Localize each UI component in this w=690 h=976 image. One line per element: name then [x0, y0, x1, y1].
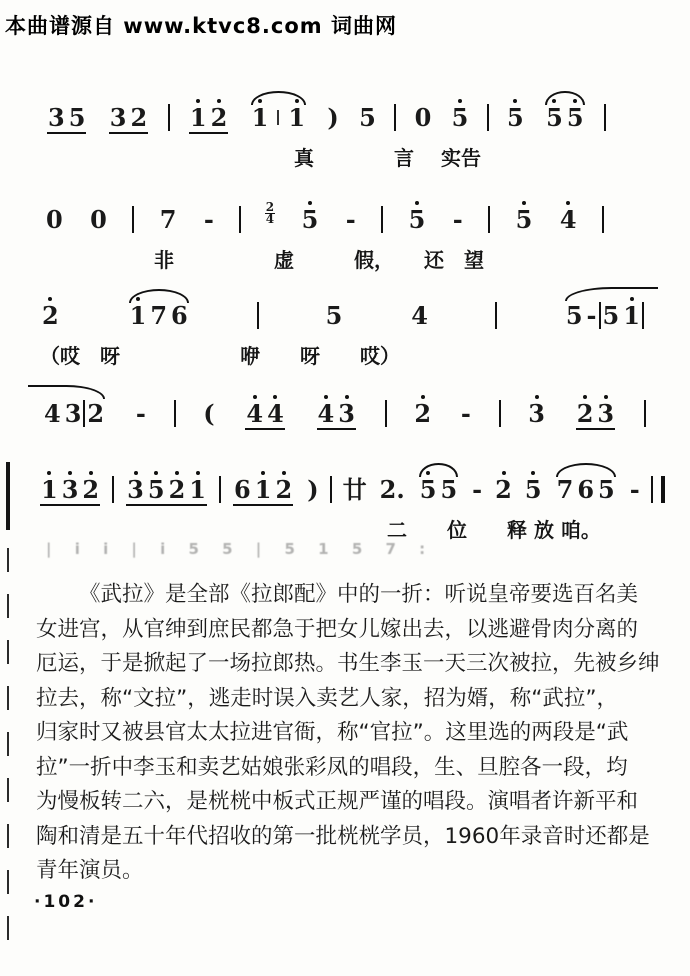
- note: 3: [60, 478, 81, 502]
- octave-dot-above: [47, 471, 51, 475]
- note: 1: [250, 106, 271, 130]
- ts-denominator: 4: [265, 212, 275, 226]
- note: 3: [109, 102, 127, 132]
- note: 0: [46, 204, 63, 234]
- octave-dot-above: [89, 471, 93, 475]
- note: 7: [159, 204, 177, 234]
- notation-row: [40, 302, 646, 329]
- note: 3: [125, 478, 146, 502]
- beam-group: [123, 474, 210, 504]
- note: 1: [128, 304, 149, 328]
- note: 4: [411, 300, 428, 330]
- octave-dot-above: [531, 471, 535, 475]
- note: 2: [167, 478, 188, 502]
- note: 1: [621, 304, 642, 328]
- note: -: [452, 204, 463, 234]
- note: -: [629, 474, 640, 504]
- octave-dot-above: [282, 471, 286, 475]
- notation-row: [44, 104, 606, 131]
- lyrics-line: 二 位 释 放 咱。: [387, 518, 601, 542]
- text-line: 厄运，于是掀起了一场拉郎热。书生李玉一天三次被拉，先被乡绅: [36, 651, 660, 676]
- barline: [488, 206, 490, 233]
- barline: [168, 104, 170, 131]
- octave-dot-above: [513, 99, 517, 103]
- note: ): [307, 474, 319, 504]
- note: 4: [316, 402, 337, 426]
- barline: [112, 476, 114, 503]
- note: 5: [146, 478, 167, 502]
- octave-dot-above: [458, 99, 462, 103]
- slur-group: [416, 474, 461, 504]
- barline: [174, 400, 176, 427]
- note: 5: [407, 208, 428, 232]
- octave-dot-above: [273, 395, 277, 399]
- barline: [239, 206, 241, 233]
- note: 5: [565, 106, 586, 130]
- note: 3: [526, 402, 547, 426]
- note: 2: [493, 478, 514, 502]
- octave-dot-above: [154, 471, 158, 475]
- note: 4: [558, 208, 579, 232]
- text-line: 陶和清是五十年代招收的第一批桄桄学员，1960年录音时还都是: [36, 823, 650, 849]
- note: 5: [418, 478, 439, 502]
- note: 3: [64, 398, 82, 428]
- beam-group: [230, 474, 296, 504]
- note: 5: [300, 208, 321, 232]
- octave-dot-above: [48, 297, 52, 301]
- beam-group: [44, 102, 89, 132]
- note: 5: [68, 102, 86, 132]
- note: 2: [130, 102, 148, 132]
- note: 4: [244, 402, 265, 426]
- music-line-1: [44, 104, 606, 171]
- beam-group: [37, 474, 103, 504]
- note: -: [135, 398, 146, 428]
- note: 1: [39, 478, 60, 502]
- beam-group: [106, 102, 151, 132]
- music-line-2: [44, 200, 604, 273]
- octave-dot-above: [552, 99, 556, 103]
- barline: [644, 400, 646, 427]
- note: 5: [505, 106, 526, 130]
- octave-dot-above: [426, 471, 430, 475]
- note: -: [460, 398, 471, 428]
- page-number: ·102·: [34, 892, 98, 912]
- note: 7: [150, 300, 168, 330]
- octave-dot-above: [258, 99, 262, 103]
- octave-dot-above: [308, 201, 312, 205]
- octave-dot-above: [522, 201, 526, 205]
- time-signature: [265, 202, 275, 225]
- octave-dot-above: [261, 471, 265, 475]
- note: 0: [90, 204, 107, 234]
- note: -: [586, 300, 597, 330]
- octave-dot-above: [68, 471, 72, 475]
- description-paragraph: [36, 578, 666, 889]
- octave-dot-above: [502, 471, 506, 475]
- text-line: 拉去，称“文拉”，逃走时误入卖艺人家，招为婿，称“武拉”，: [36, 685, 619, 711]
- note: 2: [575, 402, 596, 426]
- lyrics-line: 真 言 实告: [294, 146, 481, 170]
- beam-group: [314, 398, 359, 428]
- barline: [257, 302, 259, 329]
- music-line-5: [37, 476, 665, 543]
- note: -: [203, 204, 214, 234]
- note: 6: [577, 474, 595, 504]
- note: 2: [87, 398, 105, 428]
- text-line: 女进宫，从官绅到庶民都急于把女儿嫁出去，以逃避骨肉分离的: [36, 616, 639, 642]
- note: 5: [523, 478, 544, 502]
- note: 5: [440, 474, 458, 504]
- octave-dot-above: [175, 471, 179, 475]
- text-line: 为慢板转二六，是桄桄中板式正规严谨的唱段。演唱者许新平和: [36, 789, 639, 814]
- slur-group: [126, 300, 192, 330]
- octave-dot-above: [630, 297, 634, 301]
- octave-dot-above: [324, 395, 328, 399]
- note: 2: [209, 106, 230, 130]
- notation-row: [40, 400, 646, 427]
- barline: [381, 206, 383, 233]
- note: 3: [595, 402, 616, 426]
- note: 3: [336, 402, 357, 426]
- note: 4: [265, 402, 286, 426]
- octave-dot-above: [604, 395, 608, 399]
- note: 5: [602, 300, 620, 330]
- lyrics-line: （哎 呀 咿 呀 哎）: [40, 344, 400, 368]
- octave-dot-above: [196, 471, 200, 475]
- octave-dot-above: [583, 395, 587, 399]
- note: 5: [325, 300, 343, 330]
- barline: [602, 206, 604, 233]
- barline: [642, 302, 644, 329]
- note: 2.: [379, 474, 405, 504]
- slur-group: [248, 102, 309, 132]
- ts-numerator: 2: [265, 200, 275, 214]
- note: 5: [598, 474, 615, 504]
- barline: [132, 206, 134, 233]
- barline: [219, 476, 221, 503]
- note: 5: [359, 102, 376, 132]
- barline: [394, 104, 396, 131]
- octave-dot-above: [566, 201, 570, 205]
- watermark-source-text: 本曲谱源自 www.ktvc8.com 词曲网: [5, 14, 397, 38]
- note: 廿: [342, 474, 367, 504]
- binding-marks-dashed: [7, 548, 9, 960]
- octave-dot-above: [136, 297, 140, 301]
- barline: [330, 476, 332, 503]
- barline: [487, 104, 489, 131]
- beam-group: [186, 102, 231, 132]
- showthrough-ghost-notes: | i i | i 5 5 | 5 1 5 7 :: [46, 540, 435, 558]
- notation-row: [37, 476, 665, 503]
- note: 5: [450, 106, 471, 130]
- note: 7: [556, 474, 574, 504]
- octave-dot-above: [421, 395, 425, 399]
- final-barline: [651, 476, 665, 503]
- note: 1: [286, 106, 307, 130]
- octave-dot-above: [196, 99, 200, 103]
- barline: [385, 400, 387, 427]
- note: 1: [188, 106, 209, 130]
- slur-group: [553, 474, 619, 504]
- notation-row: [44, 200, 604, 234]
- text-line: 青年演员。: [36, 858, 144, 883]
- note: -: [472, 474, 483, 504]
- beam-group: [573, 398, 618, 428]
- note: 4: [44, 398, 61, 428]
- music-line-3: [40, 302, 646, 369]
- note: 2: [412, 402, 433, 426]
- octave-dot-above: [415, 201, 419, 205]
- note: 6: [234, 474, 251, 504]
- binding-mark-solid: [6, 462, 10, 530]
- note: 0: [414, 102, 432, 132]
- barline: [495, 302, 497, 329]
- note: 5: [514, 208, 535, 232]
- note: 1: [187, 478, 208, 502]
- note: 2: [80, 478, 101, 502]
- slur-group: [542, 102, 587, 132]
- note: 6: [171, 300, 188, 330]
- octave-dot-above: [217, 99, 221, 103]
- octave-dot-above: [345, 395, 349, 399]
- note: (: [203, 398, 215, 428]
- octave-dot-above: [253, 395, 257, 399]
- barline: [499, 400, 501, 427]
- octave-dot-above: [535, 395, 539, 399]
- octave-dot-above: [295, 99, 299, 103]
- note: 3: [48, 102, 65, 132]
- dashed-barline-tick: [277, 110, 279, 125]
- note: 5: [544, 106, 565, 130]
- slur-group: [40, 400, 108, 427]
- barline: [604, 104, 606, 131]
- note: 2: [40, 304, 61, 328]
- text-line: 归家时又被县官太太拉进官衙，称“官拉”。这里选的两段是“武: [36, 720, 629, 745]
- octave-dot-above: [134, 471, 138, 475]
- text-line: 拉”一折中李玉和卖艺姑娘张彩凤的唱段，生、旦腔各一段，均: [36, 754, 628, 780]
- lyrics-line: 非 虚 假， 还 望: [154, 248, 484, 272]
- text-line: 《武拉》是全部《拉郎配》中的一折：听说皇帝要选百名美: [79, 582, 639, 607]
- music-line-4: [40, 400, 646, 427]
- slur-group: [562, 302, 646, 329]
- beam-group: [242, 398, 287, 428]
- note: 1: [253, 478, 274, 502]
- note: 5: [565, 300, 583, 330]
- note: ): [327, 102, 339, 132]
- octave-dot-above: [573, 99, 577, 103]
- note: -: [345, 204, 356, 234]
- note: 2: [273, 478, 294, 502]
